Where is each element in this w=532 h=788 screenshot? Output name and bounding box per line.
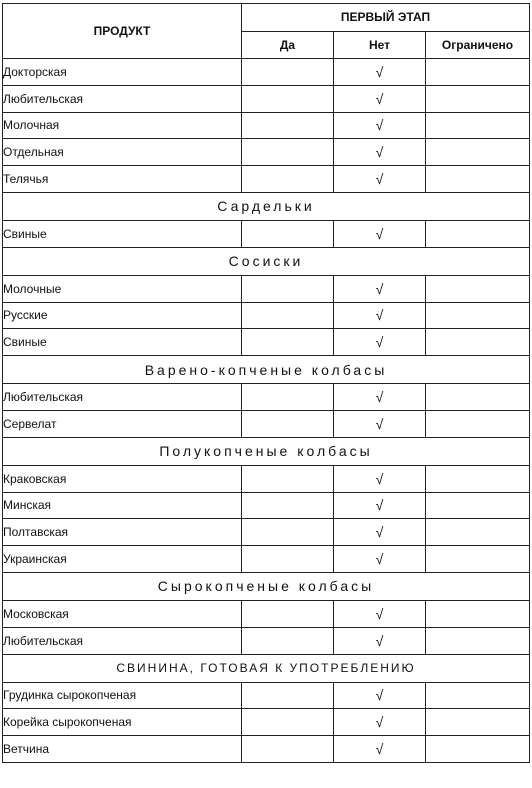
section-row xyxy=(3,247,530,275)
product-name-cell: Любительская xyxy=(3,384,242,411)
yes-cell xyxy=(242,384,334,411)
table-row xyxy=(3,384,530,411)
table-row xyxy=(3,736,530,763)
no-cell: √ xyxy=(334,166,426,193)
table-body xyxy=(3,59,530,763)
table-row xyxy=(3,112,530,139)
table-row xyxy=(3,410,530,437)
product-name-cell: Корейка сырокопченая xyxy=(3,709,242,736)
limited-cell xyxy=(426,709,530,736)
product-name-cell: Ветчина xyxy=(3,736,242,763)
no-cell: √ xyxy=(334,546,426,573)
no-cell: √ xyxy=(334,85,426,112)
table-row xyxy=(3,166,530,193)
product-name-cell: Отдельная xyxy=(3,139,242,166)
section-title: Полукопченые колбасы xyxy=(3,437,530,465)
yes-cell xyxy=(242,736,334,763)
product-name-cell: Украинская xyxy=(3,546,242,573)
yes-cell xyxy=(242,139,334,166)
table-row xyxy=(3,85,530,112)
yes-cell xyxy=(242,410,334,437)
product-name-cell: Московская xyxy=(3,600,242,627)
product-name-cell: Полтавская xyxy=(3,519,242,546)
limited-cell xyxy=(426,220,530,247)
table-row xyxy=(3,329,530,356)
no-cell: √ xyxy=(334,410,426,437)
table-row xyxy=(3,627,530,654)
product-name-cell: Докторская xyxy=(3,59,242,86)
limited-cell xyxy=(426,112,530,139)
no-cell: √ xyxy=(334,139,426,166)
no-cell: √ xyxy=(334,682,426,709)
section-title: Варено-копченые колбасы xyxy=(3,356,530,384)
limited-cell xyxy=(426,600,530,627)
yes-cell xyxy=(242,275,334,302)
product-name-cell: Молочная xyxy=(3,112,242,139)
yes-cell xyxy=(242,709,334,736)
yes-cell xyxy=(242,85,334,112)
product-name-cell: Молочные xyxy=(3,275,242,302)
yes-cell xyxy=(242,682,334,709)
header-no: Нет xyxy=(334,31,426,59)
product-stage-table xyxy=(2,3,530,763)
limited-cell xyxy=(426,59,530,86)
no-cell: √ xyxy=(334,384,426,411)
section-row xyxy=(3,654,530,682)
limited-cell xyxy=(426,166,530,193)
limited-cell xyxy=(426,627,530,654)
no-cell: √ xyxy=(334,492,426,519)
yes-cell xyxy=(242,329,334,356)
yes-cell xyxy=(242,627,334,654)
product-name-cell: Грудинка сырокопченая xyxy=(3,682,242,709)
table-row xyxy=(3,600,530,627)
no-cell: √ xyxy=(334,709,426,736)
header-yes: Да xyxy=(242,31,334,59)
yes-cell xyxy=(242,302,334,329)
no-cell: √ xyxy=(334,112,426,139)
limited-cell xyxy=(426,519,530,546)
product-name-cell: Минская xyxy=(3,492,242,519)
product-name-cell: Сервелат xyxy=(3,410,242,437)
no-cell: √ xyxy=(334,627,426,654)
limited-cell xyxy=(426,85,530,112)
limited-cell xyxy=(426,329,530,356)
limited-cell xyxy=(426,465,530,492)
table-row xyxy=(3,465,530,492)
product-name-cell: Телячья xyxy=(3,166,242,193)
section-row xyxy=(3,356,530,384)
product-name-cell: Краковская xyxy=(3,465,242,492)
limited-cell xyxy=(426,410,530,437)
limited-cell xyxy=(426,139,530,166)
yes-cell xyxy=(242,166,334,193)
yes-cell xyxy=(242,59,334,86)
no-cell: √ xyxy=(334,519,426,546)
no-cell: √ xyxy=(334,302,426,329)
product-name-cell: Любительская xyxy=(3,85,242,112)
no-cell: √ xyxy=(334,465,426,492)
section-row xyxy=(3,192,530,220)
limited-cell xyxy=(426,736,530,763)
section-title: Сырокопченые колбасы xyxy=(3,572,530,600)
product-name-cell: Свиные xyxy=(3,329,242,356)
limited-cell xyxy=(426,682,530,709)
no-cell: √ xyxy=(334,600,426,627)
yes-cell xyxy=(242,112,334,139)
table-row xyxy=(3,546,530,573)
no-cell: √ xyxy=(334,329,426,356)
table-row xyxy=(3,492,530,519)
section-row xyxy=(3,572,530,600)
table-row xyxy=(3,709,530,736)
yes-cell xyxy=(242,465,334,492)
limited-cell xyxy=(426,546,530,573)
yes-cell xyxy=(242,546,334,573)
section-row xyxy=(3,437,530,465)
table-row xyxy=(3,139,530,166)
table-row xyxy=(3,220,530,247)
yes-cell xyxy=(242,519,334,546)
section-title: Сосиски xyxy=(3,247,530,275)
yes-cell xyxy=(242,220,334,247)
table-row xyxy=(3,275,530,302)
no-cell: √ xyxy=(334,275,426,302)
no-cell: √ xyxy=(334,736,426,763)
no-cell: √ xyxy=(334,220,426,247)
no-cell: √ xyxy=(334,59,426,86)
product-name-cell: Русские xyxy=(3,302,242,329)
table-row xyxy=(3,519,530,546)
table-row xyxy=(3,302,530,329)
section-title: СВИНИНА, ГОТОВАЯ К УПОТРЕБЛЕНИЮ xyxy=(3,654,530,682)
table-row xyxy=(3,682,530,709)
header-stage: ПЕРВЫЙ ЭТАП xyxy=(242,4,530,32)
yes-cell xyxy=(242,600,334,627)
product-name-cell: Свиные xyxy=(3,220,242,247)
limited-cell xyxy=(426,302,530,329)
section-title: Сардельки xyxy=(3,192,530,220)
header-limited: Ограничено xyxy=(426,31,530,59)
limited-cell xyxy=(426,275,530,302)
table-row xyxy=(3,59,530,86)
header-product: ПРОДУКТ xyxy=(3,4,242,59)
product-name-cell: Любительская xyxy=(3,627,242,654)
limited-cell xyxy=(426,492,530,519)
limited-cell xyxy=(426,384,530,411)
yes-cell xyxy=(242,492,334,519)
